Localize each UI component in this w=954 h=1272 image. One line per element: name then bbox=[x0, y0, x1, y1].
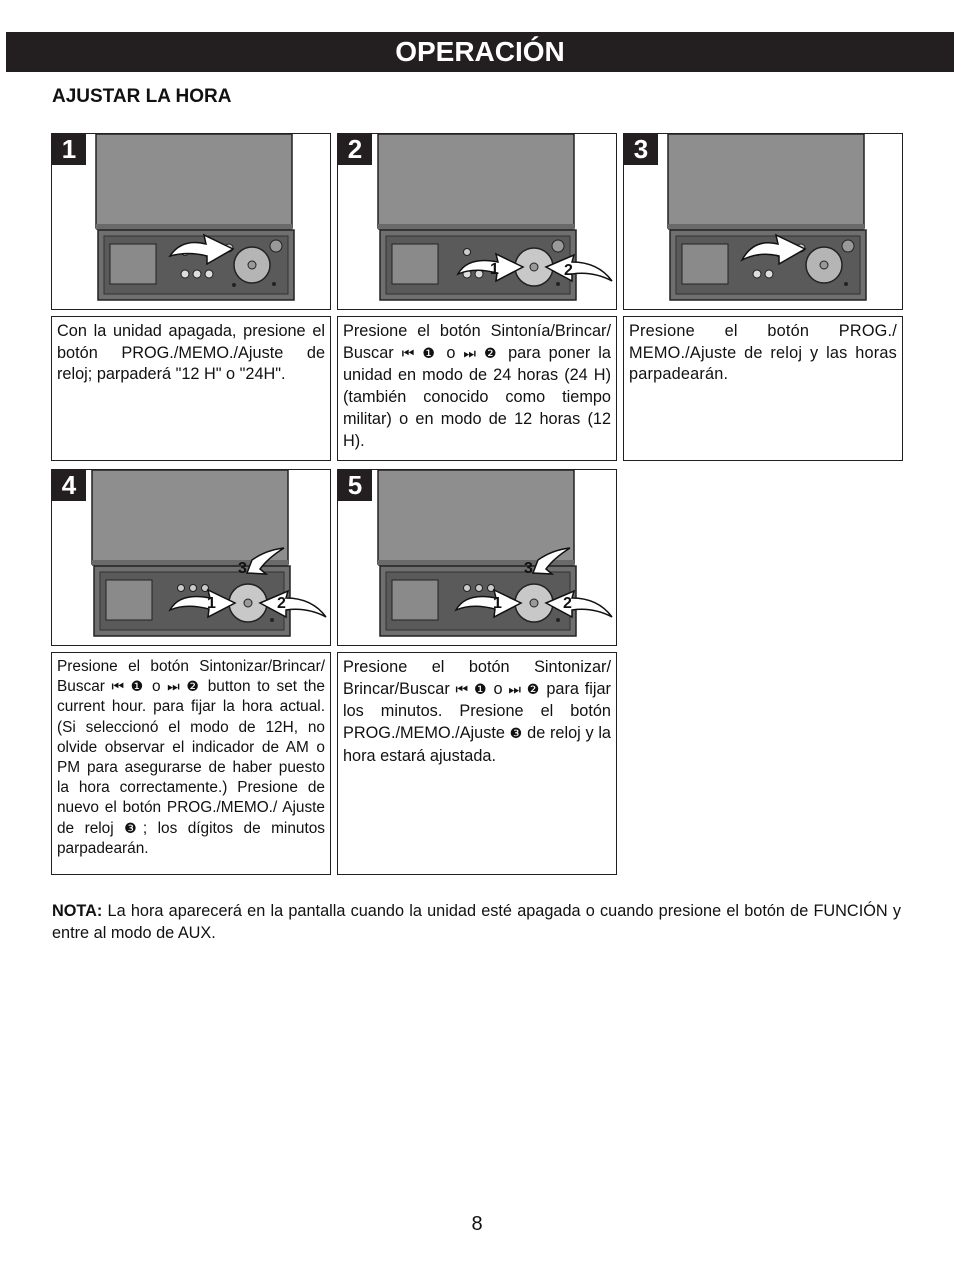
step-5-illustration bbox=[337, 469, 617, 646]
circled-2-icon: ❷ bbox=[186, 679, 202, 696]
skip-back-icon: ⏮ bbox=[111, 679, 125, 696]
step-1-illustration bbox=[51, 133, 331, 310]
skip-back-icon: ⏮ bbox=[455, 681, 469, 698]
step-5-number: 5 bbox=[338, 470, 372, 501]
circled-1-icon: ❶ bbox=[422, 345, 439, 362]
step-4-description: Presione el botón Sintonizar/Brincar/ Buscar bbox=[57, 658, 325, 696]
note-paragraph bbox=[52, 900, 901, 944]
callout-3: 3 bbox=[238, 560, 247, 577]
circled-3-icon: ❸ bbox=[509, 726, 523, 743]
step-3-description: Presione el botón PROG./ MEMO./Ajuste de reloj y las horas parpadearán. bbox=[629, 322, 897, 384]
step-5-text bbox=[337, 652, 617, 875]
circled-2-icon: ❷ bbox=[484, 345, 501, 362]
step-5-description: Presione el botón Sintonizar/ Brincar/Buscar bbox=[343, 658, 611, 698]
circled-1-icon: ❶ bbox=[473, 681, 488, 698]
note-label: NOTA: bbox=[52, 902, 103, 920]
step-4-number: 4 bbox=[52, 470, 86, 501]
callout-2: 2 bbox=[277, 595, 286, 612]
circled-1-icon: ❶ bbox=[130, 679, 146, 696]
step-3-number: 3 bbox=[624, 134, 658, 165]
callout-1: 1 bbox=[490, 261, 499, 278]
step-2-description-cont: para poner la unidad en modo de 24 horas (24 H) (también conocido como tiempo militar) o en modo de 12 horas (12 H). bbox=[343, 343, 611, 450]
step-3-illustration bbox=[623, 133, 903, 310]
callout-2: 2 bbox=[564, 262, 573, 279]
callout-1: 1 bbox=[493, 595, 502, 612]
circled-2-icon: ❷ bbox=[526, 681, 541, 698]
step-4-connector: o bbox=[145, 678, 168, 696]
step-2-text bbox=[337, 316, 617, 461]
step-5-connector: o bbox=[487, 679, 509, 698]
callout-2: 2 bbox=[563, 595, 572, 612]
skip-forward-icon: ⏭ bbox=[508, 681, 521, 698]
step-1-number: 1 bbox=[52, 134, 86, 165]
callout-1: 1 bbox=[207, 595, 216, 612]
skip-forward-icon: ⏭ bbox=[167, 679, 180, 696]
step-5-description-end: de reloj y la hora estará ajustada. bbox=[343, 724, 611, 765]
step-4-illustration bbox=[51, 469, 331, 646]
note-text: La hora aparecerá en la pantalla cuando la unidad esté apagada o cuando presione el botón de FUNCIÓN y entre al modo de AUX. bbox=[52, 902, 901, 942]
circled-3-icon: ❸ bbox=[124, 820, 143, 837]
section-title: AJUSTAR LA HORA bbox=[52, 86, 232, 107]
skip-back-icon: ⏮ bbox=[401, 345, 415, 362]
step-3-text bbox=[623, 316, 903, 461]
step-1-text bbox=[51, 316, 331, 461]
step-2-number: 2 bbox=[338, 134, 372, 165]
step-2-illustration bbox=[337, 133, 617, 310]
page-header: OPERACIÓN bbox=[6, 32, 954, 72]
step-4-description-end: ; los dígitos de minutos parpadearán. bbox=[57, 819, 325, 857]
step-4-description-cont: button to set the current hour. para fijar la hora actual. (Si seleccionó el modo de 12H, no olvide observar el indicador de AM o PM para asegurarse de haber puesto la hora correctamente.) Presione de nuevo el botón PROG./MEMO./ Ajuste de reloj bbox=[57, 678, 325, 837]
callout-3: 3 bbox=[524, 560, 533, 577]
step-2-description: Presione el botón Sintonía/Brincar/ Buscar bbox=[343, 322, 611, 362]
step-1-description: Con la unidad apagada, presione el botón PROG./MEMO./Ajuste de reloj; parpaderá "12 H" o "24H". bbox=[57, 322, 325, 384]
step-5-description-cont: para fijar los minutos. Presione el botón PROG./MEMO./Ajuste bbox=[343, 679, 611, 743]
page-number: 8 bbox=[471, 1213, 483, 1235]
skip-forward-icon: ⏭ bbox=[463, 345, 477, 362]
step-4-text bbox=[51, 652, 331, 875]
step-2-connector: o bbox=[438, 343, 464, 362]
